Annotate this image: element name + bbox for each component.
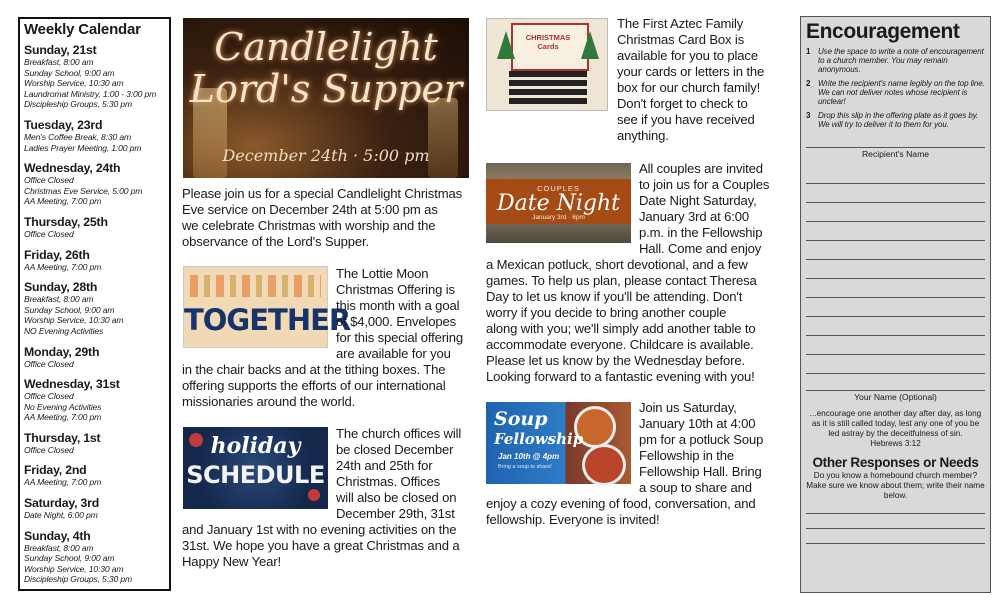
calendar-day	[24, 248, 165, 273]
text-line: January 3rd at 6:00	[639, 209, 749, 224]
calendar-event: Ladies Prayer Meeting, 1:00 pm	[24, 142, 142, 153]
weekly-calendar	[18, 17, 171, 591]
calendar-day-name: Saturday, 3rd	[24, 496, 100, 511]
calendar-event: Breakfast, 8:00 am	[24, 542, 94, 553]
text-line: this month with a goal	[336, 298, 460, 313]
calendar-day-name: Monday, 29th	[24, 344, 100, 359]
text-line: The First Aztec Family	[617, 16, 744, 31]
text-line: 31st. We hope you have a great Christmas and a	[182, 538, 460, 553]
calendar-event: Worship Service, 10:30 am	[24, 78, 124, 89]
calendar-event: Men's Coffee Break, 8:30 am	[24, 131, 131, 142]
bible-verse-reference: Hebrews 3:12	[870, 439, 921, 448]
text-line: Christmas Card Box is	[617, 32, 745, 47]
calendar-day-name: Sunday, 4th	[24, 528, 91, 543]
encouragement-slip	[800, 16, 991, 593]
text-line: offering supports the efforts of our international	[182, 378, 446, 393]
text-line: Hall. Come and enjoy	[639, 241, 762, 256]
text-line: Date Night Saturday,	[639, 193, 757, 208]
candlelight-title-1: Candlelight	[214, 25, 438, 69]
text-line: we celebrate Christmas with worship and the	[182, 218, 436, 233]
text-line: your cards or letters in the	[617, 64, 765, 79]
text-line: missionaries around the world.	[182, 394, 356, 409]
text-line: for this special offering	[336, 330, 464, 345]
text-line: Please join us for a special Candlelight Christmas	[182, 186, 462, 201]
your-name-label: Your Name (Optional)	[854, 392, 937, 402]
date-night-text-side	[639, 161, 784, 257]
text-line: December 29th, 31st	[336, 506, 455, 521]
bible-verse: ...encourage one another day after day, as long as it is still called today, lest any one of you be led astray by the deceitfulness of sin.	[809, 409, 982, 438]
soup-image-small: Bring a soup to share!	[498, 464, 552, 470]
calendar-day-name: Thursday, 25th	[24, 214, 108, 229]
text-line: Eve service on December 24th at 5:00 pm as	[182, 202, 438, 217]
lottie-moon-image	[183, 266, 351, 348]
soup-image-title2: Fellowship	[494, 430, 584, 448]
calendar-day	[24, 463, 165, 488]
other-responses-text: Do you know a homebound church member? Make sure we know about them; write their name below.	[806, 471, 985, 500]
text-line: The Lottie Moon	[336, 266, 429, 281]
text-line: and January 1st with no evening activities on the	[182, 522, 457, 537]
text-line: games. To help us plan, please contact Theresa	[486, 273, 757, 288]
date-night-image	[486, 163, 631, 243]
calendar-day-name: Friday, 26th	[24, 247, 90, 262]
date-night-image-title: Date Night	[497, 191, 620, 216]
calendar-day	[24, 431, 165, 456]
calendar-days	[24, 43, 165, 585]
date-night-text-full	[486, 257, 786, 385]
calendar-day-name: Wednesday, 31st	[24, 377, 120, 392]
soup-text-full	[486, 496, 786, 528]
calendar-event: Office Closed	[24, 358, 74, 369]
text-line: Fellowship in the	[639, 448, 734, 463]
text-line: along with you; we'll simply add another table to	[486, 321, 756, 336]
text-line: Join us Saturday,	[639, 400, 737, 415]
calendar-day	[24, 118, 165, 153]
instruction-text: Drop this slip in the offering plate as it goes by. We will try to deliver it to them for you.	[818, 111, 979, 129]
calendar-event: Office Closed	[24, 228, 74, 239]
calendar-event: Discipleship Groups, 5:30 pm	[24, 99, 133, 110]
calendar-event: Christmas Eve Service, 5:00 pm	[24, 185, 143, 196]
calendar-event: Breakfast, 8:00 am	[24, 294, 94, 305]
text-line: anything.	[617, 128, 669, 143]
calendar-event: Worship Service, 10:30 am	[24, 315, 124, 326]
recipient-name-line[interactable]	[806, 147, 985, 148]
text-line: Fellowship Hall. Bring	[639, 464, 762, 479]
calendar-day	[24, 215, 165, 240]
other-responses-title: Other Responses or Needs	[812, 455, 979, 470]
instruction-number: 3	[806, 111, 811, 120]
text-line: Looking forward to a fantastic evening with you!	[486, 369, 755, 384]
instruction-item	[806, 79, 985, 106]
calendar-event: Office Closed	[24, 175, 74, 186]
calendar-day	[24, 377, 165, 423]
holiday-schedule-image	[183, 427, 328, 509]
calendar-event: Discipleship Groups, 5:30 pm	[24, 574, 133, 585]
calendar-day	[24, 280, 165, 336]
calendar-day-name: Sunday, 21st	[24, 43, 97, 57]
text-line: Happy New Year!	[182, 554, 281, 569]
text-line: The church offices will	[336, 426, 462, 441]
calendar-event: Sunday School, 9:00 am	[24, 553, 115, 564]
text-line: 24th and 25th for	[336, 458, 433, 473]
soup-fellowship-image	[486, 402, 631, 484]
text-line: will also be closed on	[336, 490, 457, 505]
calendar-day-name: Friday, 2nd	[24, 463, 87, 478]
instruction-text: Write the recipient's name legibly on the top line. We can not deliver notes whose recipient is unclear!	[818, 79, 985, 106]
text-line: see if you have received	[617, 112, 755, 127]
card-box-image-text: CHRISTMAS Cards	[525, 33, 571, 51]
calendar-event: No Evening Activities	[24, 401, 102, 412]
text-line: January 10th at 4:00	[639, 416, 756, 431]
calendar-day	[24, 529, 165, 585]
date-night-image-small: COUPLES	[537, 184, 580, 193]
holiday-image-line1: holiday	[210, 433, 301, 459]
recipient-name-label: Recipient's Name	[861, 149, 930, 159]
instruction-text: Use the space to write a note of encouragement to a church member. You may remain anonymous.	[818, 47, 984, 74]
card-box-image	[486, 18, 608, 111]
encouragement-title: Encouragement	[806, 20, 960, 43]
instruction-item	[806, 111, 985, 129]
text-line: accommodate everyone. Childcare is available.	[486, 337, 754, 352]
calendar-day-name: Tuesday, 23rd	[24, 117, 103, 132]
instruction-item	[806, 47, 985, 74]
candlelight-title-2: Lord's Supper	[189, 67, 463, 111]
calendar-day	[24, 345, 165, 370]
calendar-day-name: Wednesday, 24th	[24, 161, 121, 176]
calendar-day	[24, 43, 165, 110]
text-line: Please let us know by the Wednesday before.	[486, 353, 745, 368]
date-night-image-date: January 3rd · 6pm	[532, 214, 585, 221]
calendar-event: Office Closed	[24, 444, 74, 455]
calendar-event: AA Meeting, 7:00 pm	[24, 261, 102, 272]
text-line: Day to let us know if you'll be attending. Don't	[486, 289, 743, 304]
calendar-day	[24, 496, 165, 521]
text-line: a Mexican potluck, short devotional, and a few	[486, 257, 748, 272]
text-line: All couples are invited	[639, 161, 763, 176]
text-line: be closed December	[336, 442, 454, 457]
soup-text-side	[639, 400, 784, 496]
text-line: in the chair backs and at the tithing boxes. The	[182, 362, 446, 377]
calendar-event: Sunday School, 9:00 am	[24, 67, 115, 78]
text-line: observance of the Lord's Supper.	[182, 234, 369, 249]
calendar-event: Breakfast, 8:00 am	[24, 57, 94, 67]
text-line: to join us for a Couples	[639, 177, 770, 192]
text-line: Don't forget to check to	[617, 96, 748, 111]
calendar-day-name: Sunday, 28th	[24, 280, 98, 295]
instruction-number: 1	[806, 47, 811, 56]
holiday-text-full	[182, 522, 482, 570]
text-line: Christmas Offering is	[336, 282, 455, 297]
candlelight-text	[182, 186, 482, 250]
calendar-event: AA Meeting, 7:00 pm	[24, 412, 102, 423]
calendar-event: Date Night, 6:00 pm	[24, 510, 98, 521]
calendar-event: Laundromat Ministry, 1:00 - 3:00 pm	[24, 88, 157, 99]
text-line: Christmas. Offices	[336, 474, 441, 489]
text-line: p.m. in the Fellowship	[639, 225, 763, 240]
candlelight-date: December 24th · 5:00 pm	[222, 146, 430, 165]
calendar-event: Sunday School, 9:00 am	[24, 304, 115, 315]
card-box-text	[617, 16, 787, 144]
text-line: a soup to share and	[639, 480, 752, 495]
holiday-image-line2: SCHEDULE	[186, 461, 325, 489]
text-line: of $4,000. Envelopes	[336, 314, 457, 329]
soup-image-date: Jan 10th @ 4pm	[498, 452, 560, 461]
text-line: enjoy a cozy evening of food, conversation, and	[486, 496, 756, 511]
instruction-number: 2	[806, 79, 811, 88]
calendar-event: AA Meeting, 7:00 pm	[24, 196, 102, 207]
lottie-text-full	[182, 362, 482, 410]
other-response-lines[interactable]	[806, 501, 985, 544]
holiday-text-side	[336, 426, 476, 522]
calendar-day	[24, 161, 165, 207]
soup-image-title1: Soup	[494, 408, 548, 430]
text-line: worry if you decide to bring another couple	[486, 305, 727, 320]
calendar-day-name: Thursday, 1st	[24, 430, 101, 445]
calendar-event: Office Closed	[24, 391, 74, 402]
text-line: available for you to place	[617, 48, 758, 63]
lottie-text-side	[336, 266, 476, 362]
candlelight-image	[183, 18, 469, 178]
calendar-event: AA Meeting, 7:00 pm	[24, 477, 102, 488]
calendar-event: Worship Service, 10:30 am	[24, 563, 124, 574]
text-line: box for our church family!	[617, 80, 761, 95]
calendar-event: NO Evening Activities	[24, 325, 104, 336]
calendar-title: Weekly Calendar	[24, 21, 141, 38]
text-line: are available for you	[336, 346, 451, 361]
lottie-image-text: TOGETHER	[184, 303, 351, 337]
text-line: pm for a potluck Soup	[639, 432, 764, 447]
text-line: fellowship. Everyone is invited!	[486, 512, 660, 527]
note-writing-lines[interactable]	[806, 165, 985, 391]
